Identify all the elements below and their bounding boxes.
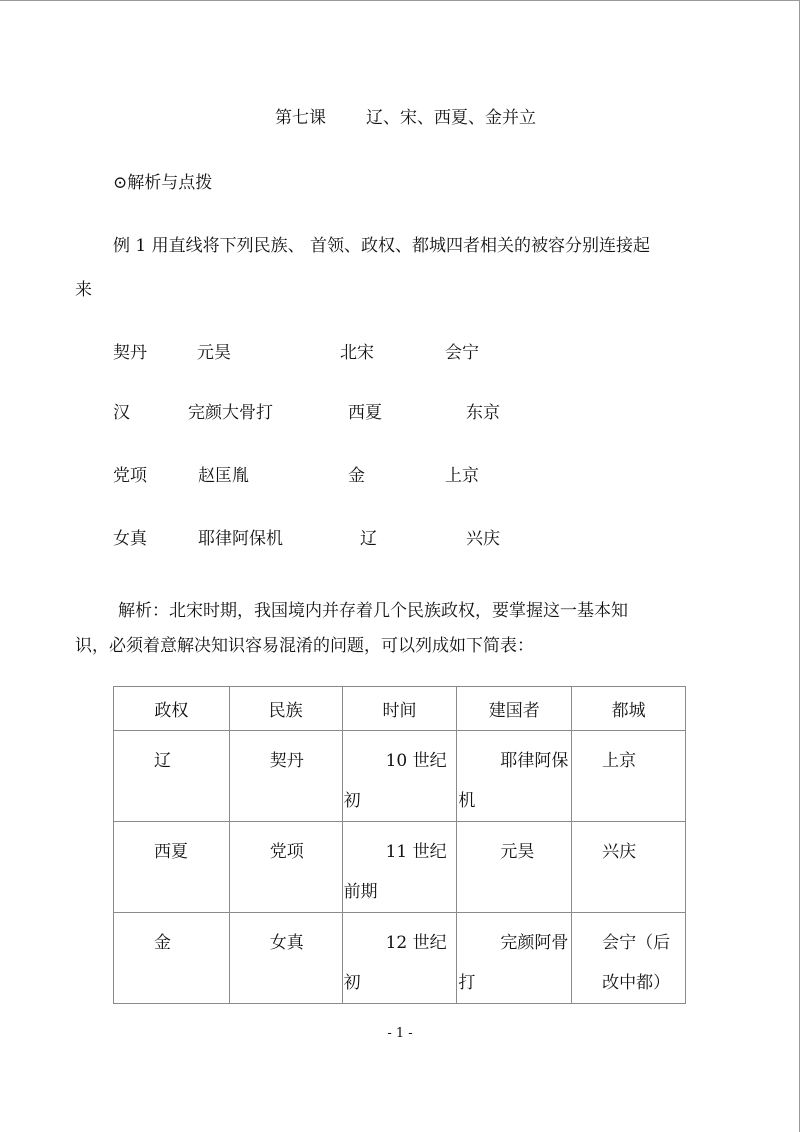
- match-capital: 兴庆: [466, 529, 500, 549]
- example-line-1: 例 1 用直线将下列民族、 首领、政权、都城四者相关的被容分别连接起: [113, 236, 651, 256]
- cell-founder: 元昊: [500, 842, 535, 862]
- header-time: 时间: [342, 687, 457, 731]
- match-ethnic: 党项: [113, 466, 147, 486]
- match-leader: 完颜大骨打: [188, 403, 273, 423]
- table-header-row: [114, 687, 686, 731]
- header-capital: 都城: [572, 687, 686, 731]
- analysis-line-2: 识，必须着意解决知识容易混淆的问题，可以列成如下简表：: [75, 636, 534, 656]
- match-capital: 上京: [445, 466, 479, 486]
- cell-capital: 上京: [602, 751, 637, 771]
- lesson-title: [275, 108, 536, 128]
- cell-founder: 完颜阿骨打: [458, 933, 569, 993]
- cell-time: 10 世纪初: [343, 751, 447, 811]
- summary-table: [113, 686, 686, 1004]
- header-regime: 政权: [114, 687, 230, 731]
- cell-capital: 兴庆: [602, 842, 637, 862]
- match-ethnic: 汉: [113, 403, 130, 423]
- header-ethnic: 民族: [229, 687, 342, 731]
- match-regime: 西夏: [348, 403, 382, 423]
- cell-regime: 金: [154, 933, 171, 953]
- page-number: - 1 -: [387, 1026, 413, 1041]
- header-founder: 建国者: [457, 687, 572, 731]
- table-row: [114, 913, 686, 1004]
- match-capital: 会宁: [445, 343, 479, 363]
- match-leader: 耶律阿保机: [198, 529, 283, 549]
- page-border-top: [0, 0, 800, 1]
- cell-ethnic: 契丹: [269, 751, 304, 771]
- analysis-line-1: 解析：北宋时期，我国境内并存着几个民族政权，要掌握这一基本知: [118, 601, 628, 621]
- match-regime: 金: [348, 466, 365, 486]
- match-leader: 赵匡胤: [198, 466, 249, 486]
- lesson-number: 第七课: [275, 108, 326, 128]
- section-heading: ⊙解析与点拨: [113, 173, 213, 193]
- match-ethnic: 女真: [113, 529, 147, 549]
- match-regime: 辽: [360, 529, 377, 549]
- cell-time: 11 世纪前期: [343, 842, 447, 902]
- cell-ethnic: 女真: [269, 933, 304, 953]
- example-line-2: 来: [75, 280, 92, 300]
- match-ethnic: 契丹: [113, 343, 147, 363]
- match-capital: 东京: [466, 403, 500, 423]
- table-row: [114, 731, 686, 822]
- cell-founder: 耶律阿保机: [458, 751, 569, 811]
- cell-ethnic: 党项: [269, 842, 304, 862]
- cell-regime: 西夏: [154, 842, 188, 862]
- cell-regime: 辽: [154, 751, 171, 771]
- cell-capital: 会宁（后改中都）: [602, 933, 671, 993]
- match-leader: 元昊: [197, 343, 231, 363]
- table-row: [114, 822, 686, 913]
- match-regime: 北宋: [340, 343, 374, 363]
- lesson-topic: 辽、宋、西夏、金并立: [366, 108, 536, 128]
- cell-time: 12 世纪初: [343, 933, 447, 993]
